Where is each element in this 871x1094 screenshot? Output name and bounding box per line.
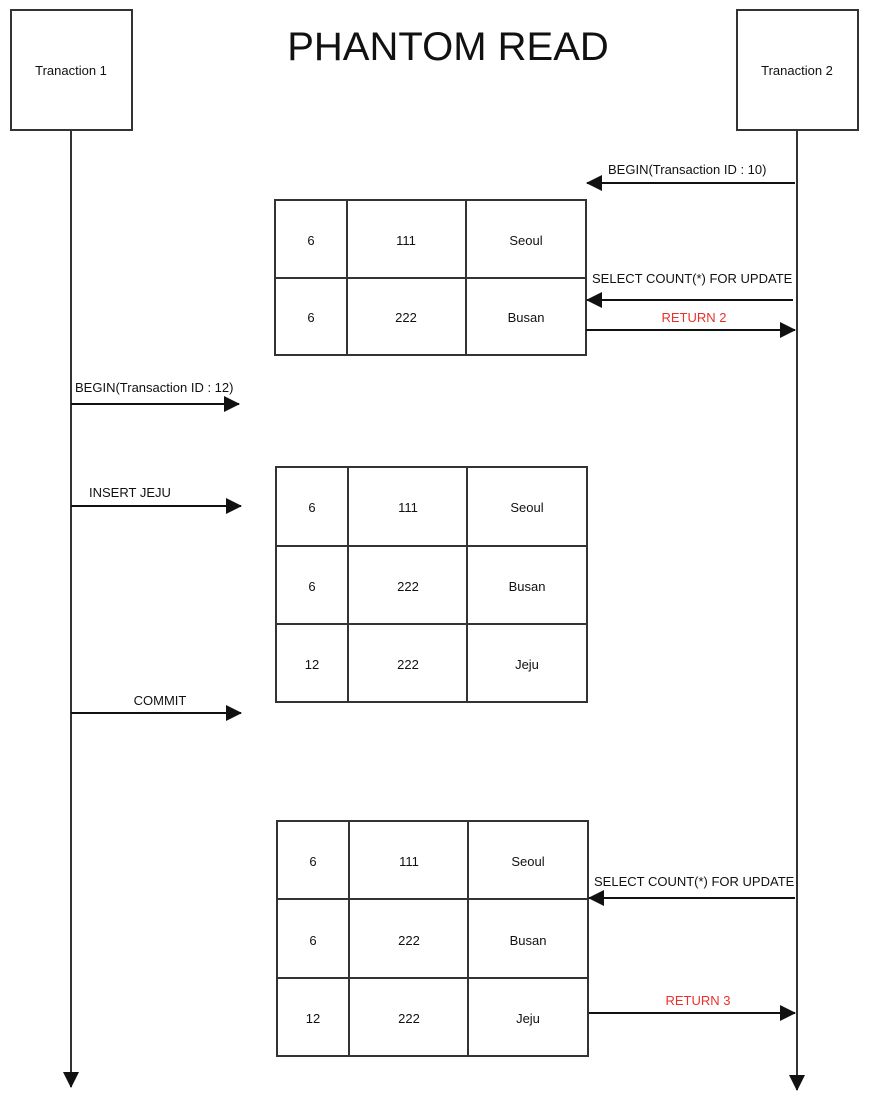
table-cell: Seoul <box>509 233 543 248</box>
message-commit <box>71 693 241 713</box>
participant-label: Tranaction 1 <box>35 63 107 78</box>
svg-text:INSERT JEJU: INSERT JEJU <box>89 485 171 500</box>
svg-text:RETURN 3: RETURN 3 <box>665 993 731 1008</box>
table-cell: 222 <box>397 579 419 594</box>
message-select-count-1 <box>587 271 793 300</box>
message-insert-jeju <box>71 485 241 506</box>
diagram-title: PHANTOM READ <box>287 25 609 69</box>
table-cell: 6 <box>309 854 317 869</box>
participant-transaction-1 <box>11 10 132 130</box>
table-cell: 222 <box>398 933 420 948</box>
message-return-2 <box>586 310 795 330</box>
table-cell: 6 <box>307 233 315 248</box>
table-cell: 6 <box>308 500 316 515</box>
table-snapshot-3 <box>277 821 588 1056</box>
message-return-3 <box>589 993 795 1013</box>
table-cell: Jeju <box>515 657 539 672</box>
svg-text:SELECT COUNT(*) FOR UPDATE: SELECT COUNT(*) FOR UPDATE <box>594 874 795 889</box>
table-cell: 222 <box>397 657 419 672</box>
table-cell: Jeju <box>516 1011 540 1026</box>
table-cell: Busan <box>507 310 545 325</box>
table-cell: 6 <box>307 310 315 325</box>
table-cell: 111 <box>398 500 418 515</box>
svg-text:RETURN 2: RETURN 2 <box>661 310 727 325</box>
table-snapshot-1 <box>275 200 586 355</box>
table-cell: Seoul <box>511 854 545 869</box>
table-cell: Busan <box>508 579 546 594</box>
table-cell: Seoul <box>510 500 544 515</box>
message-begin-12 <box>71 380 239 404</box>
table-cell: Busan <box>509 933 547 948</box>
table-cell: 222 <box>395 310 417 325</box>
message-select-count-2 <box>589 874 795 898</box>
svg-text:COMMIT: COMMIT <box>133 693 187 708</box>
table-cell: 12 <box>304 657 320 672</box>
table-cell: 6 <box>308 579 316 594</box>
participant-label: Tranaction 2 <box>761 63 833 78</box>
svg-text:BEGIN(Transaction ID : 10): BEGIN(Transaction ID : 10) <box>608 162 767 177</box>
table-cell: 111 <box>399 854 419 869</box>
table-cell: 222 <box>398 1011 420 1026</box>
table-snapshot-2 <box>276 467 587 702</box>
table-cell: 111 <box>396 233 416 248</box>
message-begin-10 <box>587 162 795 183</box>
svg-text:BEGIN(Transaction ID : 12): BEGIN(Transaction ID : 12) <box>75 380 234 395</box>
table-cell: 6 <box>309 933 317 948</box>
participant-transaction-2 <box>737 10 858 130</box>
svg-text:SELECT COUNT(*) FOR UPDATE: SELECT COUNT(*) FOR UPDATE <box>592 271 793 286</box>
table-cell: 12 <box>305 1011 321 1026</box>
